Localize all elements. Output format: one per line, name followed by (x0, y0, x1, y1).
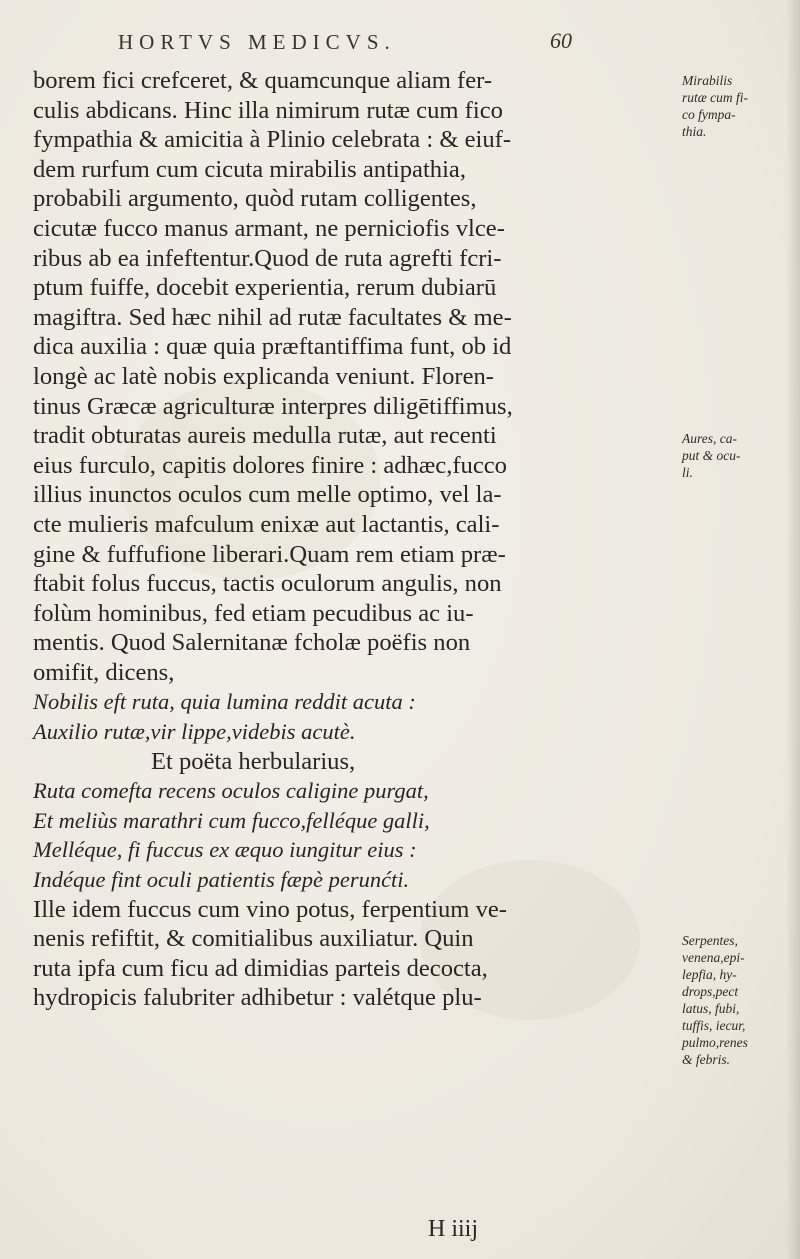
text-line: omifit, dicens, (33, 658, 175, 686)
text-line: tradit obturatas aureis medulla rutæ, aut recenti (33, 422, 497, 450)
text-line: eius furculo, capitis dolores finire : adhæc,fucco (33, 451, 507, 479)
margin-line: Aures, ca- (682, 431, 737, 446)
verse-line: Et meliùs marathri cum fucco,felléque galli, (33, 807, 430, 833)
margin-line: venena,epi- (682, 950, 745, 965)
margin-line: li. (682, 465, 693, 480)
margin-line: thia. (682, 124, 707, 139)
text-line: ribus ab ea infeftentur.Quod de ruta agrefti fcri- (33, 244, 502, 272)
text-line: cte mulieris mafculum enixæ aut lactantis, cali- (33, 510, 500, 538)
verse-line: Ruta comefta recens oculos caligine purgat, (33, 778, 429, 804)
verse-line: Nobilis eft ruta, quia lumina reddit acuta : (33, 689, 416, 715)
margin-line: tuffis, iecur, (682, 1018, 746, 1033)
margin-line: latus, fubi, (682, 1001, 740, 1016)
marginal-note-ailments (682, 932, 794, 1068)
verse-intro: Et poëta herbularius, (151, 747, 356, 775)
running-head: HORTVS MEDICVS. (118, 30, 396, 54)
text-line: borem fici crefceret, & quamcunque aliam fer- (33, 67, 493, 94)
text-line: magiftra. Sed hæc nihil ad rutæ facultates & me- (33, 303, 512, 331)
margin-line: rutæ cum fi- (682, 90, 748, 105)
text-line: probabili argumento, quòd rutam colligentes, (33, 185, 477, 213)
text-line: tinus Græcæ agriculturæ interpres diligētiffimus, (33, 392, 513, 420)
main-text-block (33, 66, 673, 1013)
text-line: cicutæ fucco manus armant, ne perniciofis vlce- (33, 214, 505, 242)
text-line: ruta ipfa cum ficu ad dimidias parteis decocta, (33, 954, 488, 982)
page-number: 60 (550, 28, 572, 53)
margin-line: lepfia, hy- (682, 967, 737, 982)
marginal-note-ears-head-eyes (682, 430, 794, 481)
text-line: ftabit folus fuccus, tactis oculorum angulis, non (33, 570, 502, 598)
text-line: culis abdicans. Hinc illa nimirum rutæ cum fico (33, 96, 503, 124)
text-line: ptum fuiffe, docebit experientia, rerum dubiarū (33, 274, 497, 302)
verse-line: Auxilio rutæ,vir lippe,videbis acutè. (33, 719, 356, 745)
text-line: nenis refiftit, & comitialibus auxiliatur. Quin (33, 925, 474, 953)
text-line: gine & fuffufione liberari.Quam rem etiam præ- (33, 540, 506, 568)
margin-line: pulmo,renes (682, 1035, 748, 1050)
margin-line: Mirabilis (682, 73, 733, 88)
text-line: illius inunctos oculos cum melle optimo, vel la- (33, 481, 502, 509)
text-line: hydropicis falubriter adhibetur : valétque plu- (33, 984, 482, 1012)
text-line: folùm hominibus, fed etiam pecudibus ac iu- (33, 599, 474, 627)
verse-line: Melléque, fi fuccus ex æquo iungitur eius : (33, 837, 417, 863)
marginal-note-sympathy (682, 72, 794, 140)
text-line: dem rurfum cum cicuta mirabilis antipathia, (33, 155, 466, 183)
margin-line: co fympa- (682, 107, 736, 122)
text-line: fympathia & amicitia à Plinio celebrata : & eiuf- (33, 126, 512, 154)
margin-line: Serpentes, (682, 933, 738, 948)
verse-line: Indéque fint oculi patientis fæpè perunćti. (33, 867, 410, 893)
signature-mark: H iiij (428, 1216, 479, 1242)
margin-line: & febris. (682, 1052, 731, 1067)
text-line: mentis. Quod Salernitanæ fcholæ poëfis non (33, 629, 471, 657)
text-line: dica auxilia : quæ quia præftantiffima funt, ob id (33, 333, 512, 361)
text-line: Ille idem fuccus cum vino potus, ferpentium ve- (33, 895, 507, 923)
text-line: longè ac latè nobis explicanda veniunt. Floren- (33, 362, 494, 390)
margin-line: put & ocu- (682, 448, 741, 463)
page-edge-shadow (786, 0, 800, 1259)
margin-line: drops,pect (682, 984, 739, 999)
